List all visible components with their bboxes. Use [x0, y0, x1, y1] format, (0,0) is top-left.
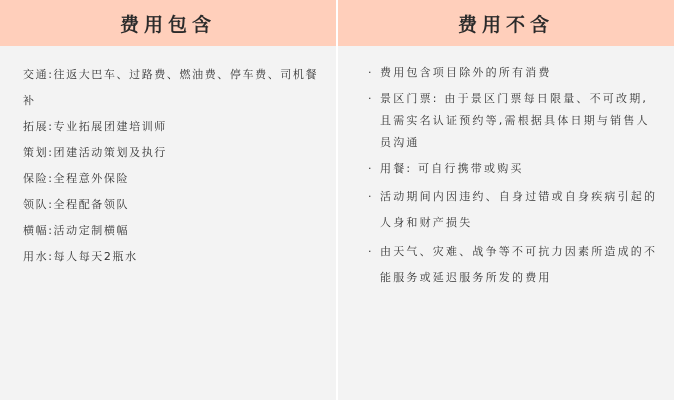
included-item-training: 拓展:专业拓展团建培训师 [23, 120, 167, 133]
excluded-item-other-consumption [368, 62, 658, 84]
excluded-item-force-majeure [368, 239, 658, 291]
excluded-item-tickets [368, 88, 658, 154]
excluded-item-text: 活动期间内因违约、自身过错或自身疾病引起的人身和财产损失 [380, 190, 658, 229]
excluded-item-text: 用餐: 可自行携带或购买 [380, 162, 524, 175]
included-list [23, 62, 323, 270]
included-header: 费用包含 [0, 0, 336, 46]
excluded-item-personal-loss [368, 184, 658, 236]
bullet-icon: · [368, 66, 374, 79]
excluded-item-text: 景区门票: 由于景区门票每日限量、不可改期,且需实名认证预约等,需根据具体日期与销售人员沟通 [380, 92, 650, 149]
included-item-banner: 横幅:活动定制横幅 [23, 224, 130, 237]
included-item-planning: 策划:团建活动策划及执行 [23, 146, 167, 159]
included-item-water: 用水:每人每天2瓶水 [23, 250, 138, 263]
bullet-icon: · [368, 92, 374, 105]
included-item-guide: 领队:全程配备领队 [23, 198, 130, 211]
excluded-list [368, 62, 658, 294]
bullet-icon: · [368, 162, 374, 175]
excluded-header: 费用不含 [338, 0, 674, 46]
included-item-transport: 交通:往返大巴车、过路费、燃油费、停车费、司机餐补 [23, 68, 319, 107]
bullet-icon: · [368, 190, 374, 203]
excluded-item-text: 由天气、灾难、战争等不可抗力因素所造成的不能服务或延迟服务所发的费用 [380, 245, 658, 284]
excluded-item-meals [368, 158, 658, 180]
excluded-item-text: 费用包含项目除外的所有消费 [380, 66, 552, 79]
bullet-icon: · [368, 245, 374, 258]
included-item-insurance: 保险:全程意外保险 [23, 172, 130, 185]
